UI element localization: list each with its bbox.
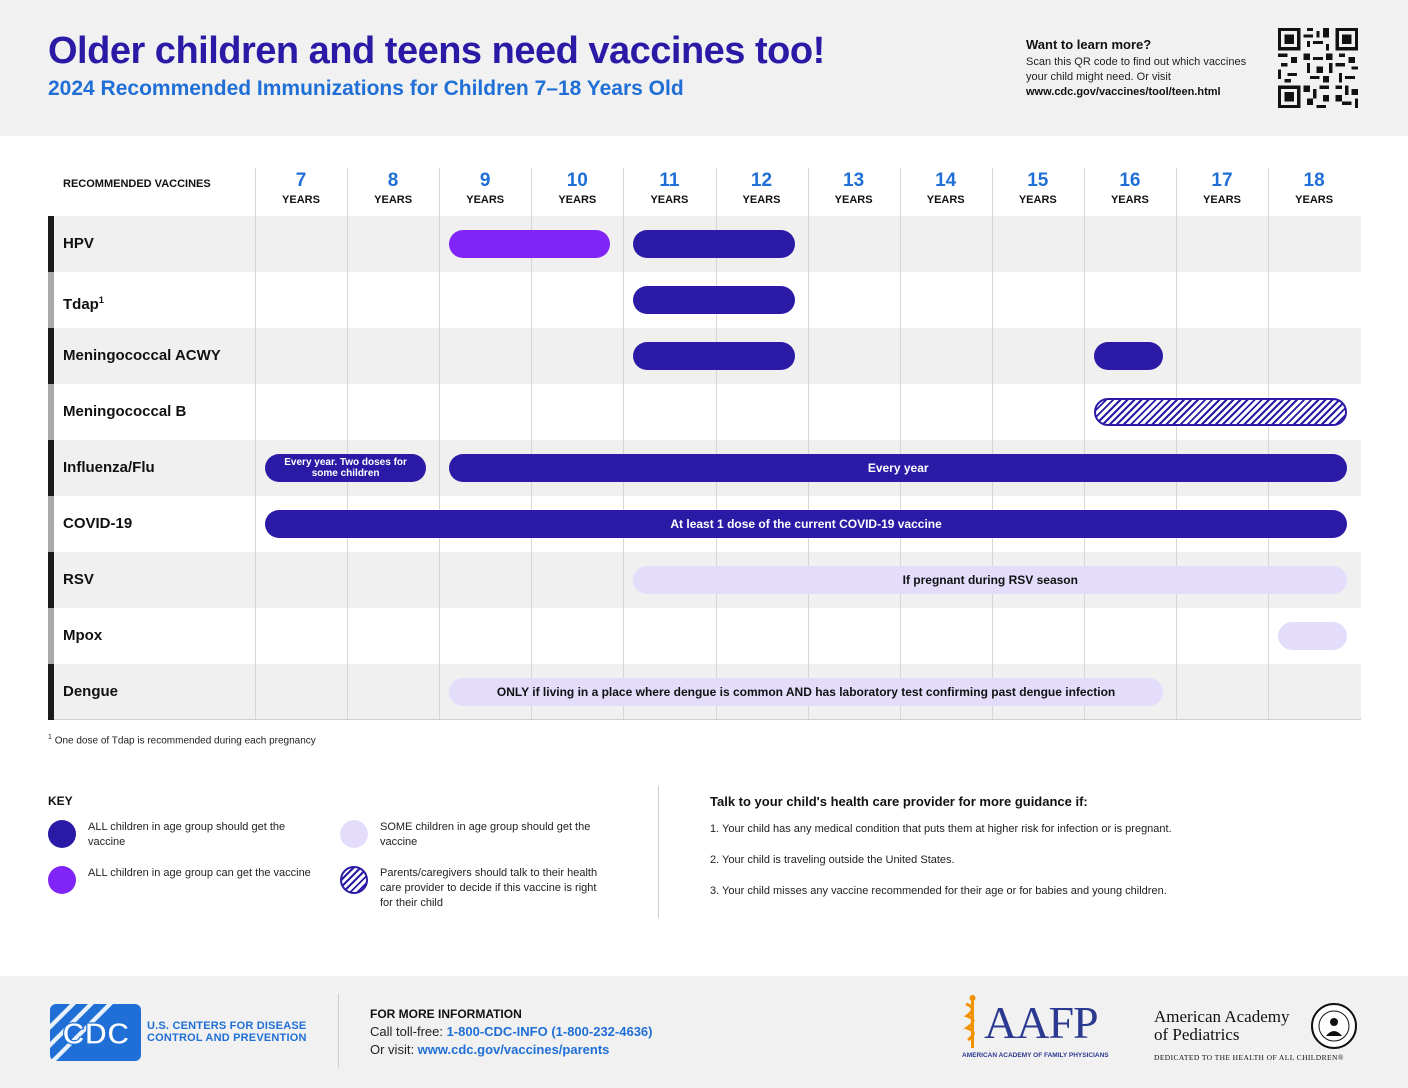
- aafp-fullname: AMERICAN ACADEMY OF FAMILY PHYSICIANS: [962, 1052, 1109, 1059]
- aap-seal-icon: [1310, 1002, 1358, 1050]
- learn-more-body: Scan this QR code to find out which vaccines your child might need. Or visit: [1026, 56, 1247, 83]
- grid-line: [347, 168, 348, 720]
- aafp-logo: [962, 992, 1122, 1064]
- vaccine-name: Meningococcal B: [63, 403, 187, 420]
- age-column-9: [439, 168, 531, 214]
- key-item-talk: [340, 866, 610, 911]
- age-column-10: [531, 168, 623, 214]
- age-unit: YEARS: [650, 194, 689, 206]
- all-can-swatch: [48, 866, 76, 894]
- talk-swatch: [340, 866, 368, 894]
- age-column-14: [900, 168, 992, 214]
- vaccine-name: Tdap$^1$: [63, 295, 104, 313]
- recommendation-bar-meningococcal-acwy: [633, 342, 794, 370]
- age-unit: YEARS: [742, 194, 781, 206]
- age-number: 14: [935, 170, 957, 191]
- age-column-12: [716, 168, 808, 214]
- vaccine-name: Influenza/Flu: [63, 459, 155, 476]
- age-number: 10: [566, 170, 588, 191]
- aap-name-line1: American Academy: [1154, 1007, 1290, 1026]
- recommendation-bar-hpv: [449, 230, 610, 258]
- age-number: 16: [1119, 170, 1141, 191]
- row-marker: [48, 384, 54, 440]
- footnote-ref: 1: [98, 295, 104, 305]
- aap-name-line2: of Pediatrics: [1154, 1025, 1240, 1044]
- more-info-heading: FOR MORE INFORMATION: [370, 1007, 522, 1021]
- guidance-item: 3. Your child misses any vaccine recommended for their age or for babies and young children.: [710, 885, 1167, 897]
- footnote-mark: 1: [48, 734, 52, 741]
- grid-line: [439, 168, 440, 720]
- visit-line: [370, 1042, 609, 1057]
- grid-line: [808, 168, 809, 720]
- age-number: 8: [387, 170, 399, 191]
- age-unit: YEARS: [374, 194, 413, 206]
- key-item-some: [340, 820, 610, 850]
- grid-line: [992, 168, 993, 720]
- age-unit: YEARS: [1295, 194, 1334, 206]
- learn-more-link[interactable]: www.cdc.gov/vaccines/tool/teen.html: [1026, 86, 1221, 98]
- row-marker: [48, 272, 54, 328]
- call-prefix: Call toll-free:: [370, 1024, 447, 1039]
- recommendation-bar-influenza-flu: Every year. Two doses for some children: [265, 454, 426, 482]
- some-swatch: [340, 820, 368, 848]
- grid-line: [1176, 168, 1177, 720]
- aafp-caduceus-icon: [962, 994, 984, 1050]
- cdc-logo: [50, 1004, 141, 1061]
- grid-line: [900, 168, 901, 720]
- key-text: Parents/caregivers should talk to their health care provider to decide if this vaccine is right for their child: [380, 867, 598, 909]
- row-marker: [48, 328, 54, 384]
- age-number: 12: [750, 170, 773, 191]
- key-text: ALL children in age group can get the vaccine: [88, 867, 311, 879]
- guidance-item: 2. Your child is traveling outside the United States.: [710, 854, 955, 866]
- age-number: 18: [1303, 170, 1325, 191]
- all-should-swatch: [48, 820, 76, 848]
- recommendation-bar-hpv: [633, 230, 794, 258]
- age-unit: YEARS: [834, 194, 873, 206]
- recommendation-bar-covid-19: At least 1 dose of the current COVID-19 vaccine: [265, 510, 1347, 538]
- schedule-bottom-border: [54, 719, 1361, 720]
- aap-name: [1154, 1008, 1289, 1044]
- footer: [0, 976, 1408, 1088]
- visit-prefix: Or visit:: [370, 1042, 418, 1057]
- aafp-wordmark: AAFP: [984, 997, 1098, 1048]
- age-unit: YEARS: [1203, 194, 1241, 206]
- page-subtitle: 2024 Recommended Immunizations for Children 7–18 Years Old: [48, 77, 684, 100]
- vaccine-name: Dengue: [63, 683, 119, 700]
- age-unit: YEARS: [558, 194, 597, 206]
- immunization-schedule: [48, 168, 1361, 720]
- qr-code-icon[interactable]: [1278, 28, 1358, 108]
- recommendation-bar-meningococcal-acwy: [1094, 342, 1163, 370]
- age-column-13: [808, 168, 900, 214]
- age-unit: YEARS: [282, 194, 320, 206]
- vaccine-name: RSV: [63, 571, 94, 588]
- row-marker: [48, 664, 54, 720]
- parents-link[interactable]: www.cdc.gov/vaccines/parents: [417, 1042, 610, 1057]
- cdc-name-line2: CONTROL AND PREVENTION: [147, 1032, 307, 1044]
- grid-line: [255, 168, 256, 720]
- age-number: 11: [659, 170, 680, 191]
- row-marker: [48, 552, 54, 608]
- key-title: KEY: [48, 794, 73, 808]
- age-unit: YEARS: [1018, 194, 1057, 206]
- age-column-16: [1084, 168, 1176, 214]
- key-item-all-should: [48, 820, 318, 850]
- key-divider: [658, 786, 659, 918]
- footnote: [48, 734, 316, 746]
- vaccine-row: [48, 608, 1361, 664]
- key-text: SOME children in age group should get the vaccine: [380, 821, 591, 848]
- age-column-7: [255, 168, 347, 214]
- key-text: ALL children in age group should get the vaccine: [88, 821, 286, 848]
- recommendation-bar-dengue: ONLY if living in a place where dengue is common AND has laboratory test confirming past dengue infection: [449, 678, 1163, 706]
- row-marker: [48, 496, 54, 552]
- row-marker: [48, 608, 54, 664]
- recommendation-bar-influenza-flu: Every year: [449, 454, 1347, 482]
- age-number: 17: [1211, 170, 1233, 191]
- aap-tagline: DEDICATED TO THE HEALTH OF ALL CHILDREN®: [1154, 1053, 1344, 1062]
- phone-link[interactable]: 1-800-CDC-INFO (1-800-232-4636): [446, 1024, 653, 1039]
- age-number: 7: [295, 170, 307, 191]
- grid-line: [1268, 168, 1269, 720]
- recommendation-bar-mpox: [1278, 622, 1347, 650]
- vaccine-name: COVID-19: [63, 515, 133, 532]
- recommendation-bar-meningococcal-b: [1094, 398, 1347, 426]
- age-column-17: [1176, 168, 1268, 214]
- age-number: 9: [479, 170, 491, 191]
- recommendation-bar-rsv: If pregnant during RSV season: [633, 566, 1347, 594]
- vaccine-name: Meningococcal ACWY: [63, 347, 221, 364]
- cdc-name: [147, 1020, 307, 1044]
- age-unit: YEARS: [1110, 194, 1149, 206]
- footer-divider: [338, 994, 339, 1068]
- page-title: Older children and teens need vaccines too!: [48, 30, 825, 72]
- guidance-item: 1. Your child has any medical condition that puts them at higher risk for infection or is pregnant.: [710, 823, 1172, 835]
- vaccine-name: HPV: [63, 235, 94, 252]
- grid-line: [623, 168, 624, 720]
- age-number: 13: [843, 170, 865, 191]
- recommendation-bar-tdap: [633, 286, 794, 314]
- grid-line: [1084, 168, 1085, 720]
- row-marker: [48, 216, 54, 272]
- age-column-18: [1268, 168, 1360, 214]
- age-unit: YEARS: [466, 194, 505, 206]
- age-column-15: [992, 168, 1084, 214]
- learn-more-box: [1026, 37, 1266, 100]
- age-number: 15: [1027, 170, 1049, 191]
- age-column-11: [623, 168, 715, 214]
- svg-text:CDC: CDC: [62, 1016, 130, 1051]
- call-line: [370, 1024, 653, 1039]
- guidance-heading: Talk to your child's health care provider for more guidance if:: [710, 794, 1088, 809]
- age-unit: YEARS: [926, 194, 965, 206]
- key-item-all-can: [48, 866, 318, 894]
- footnote-text: One dose of Tdap is recommended during each pregnancy: [54, 735, 316, 747]
- recommended-vaccines-header: RECOMMENDED VACCINES: [63, 178, 211, 190]
- learn-more-heading: Want to learn more?: [1026, 37, 1152, 52]
- age-column-8: [347, 168, 439, 214]
- header: [0, 0, 1408, 136]
- row-marker: [48, 440, 54, 496]
- cdc-name-line1: U.S. CENTERS FOR DISEASE: [147, 1020, 307, 1032]
- vaccine-name: Mpox: [63, 627, 103, 644]
